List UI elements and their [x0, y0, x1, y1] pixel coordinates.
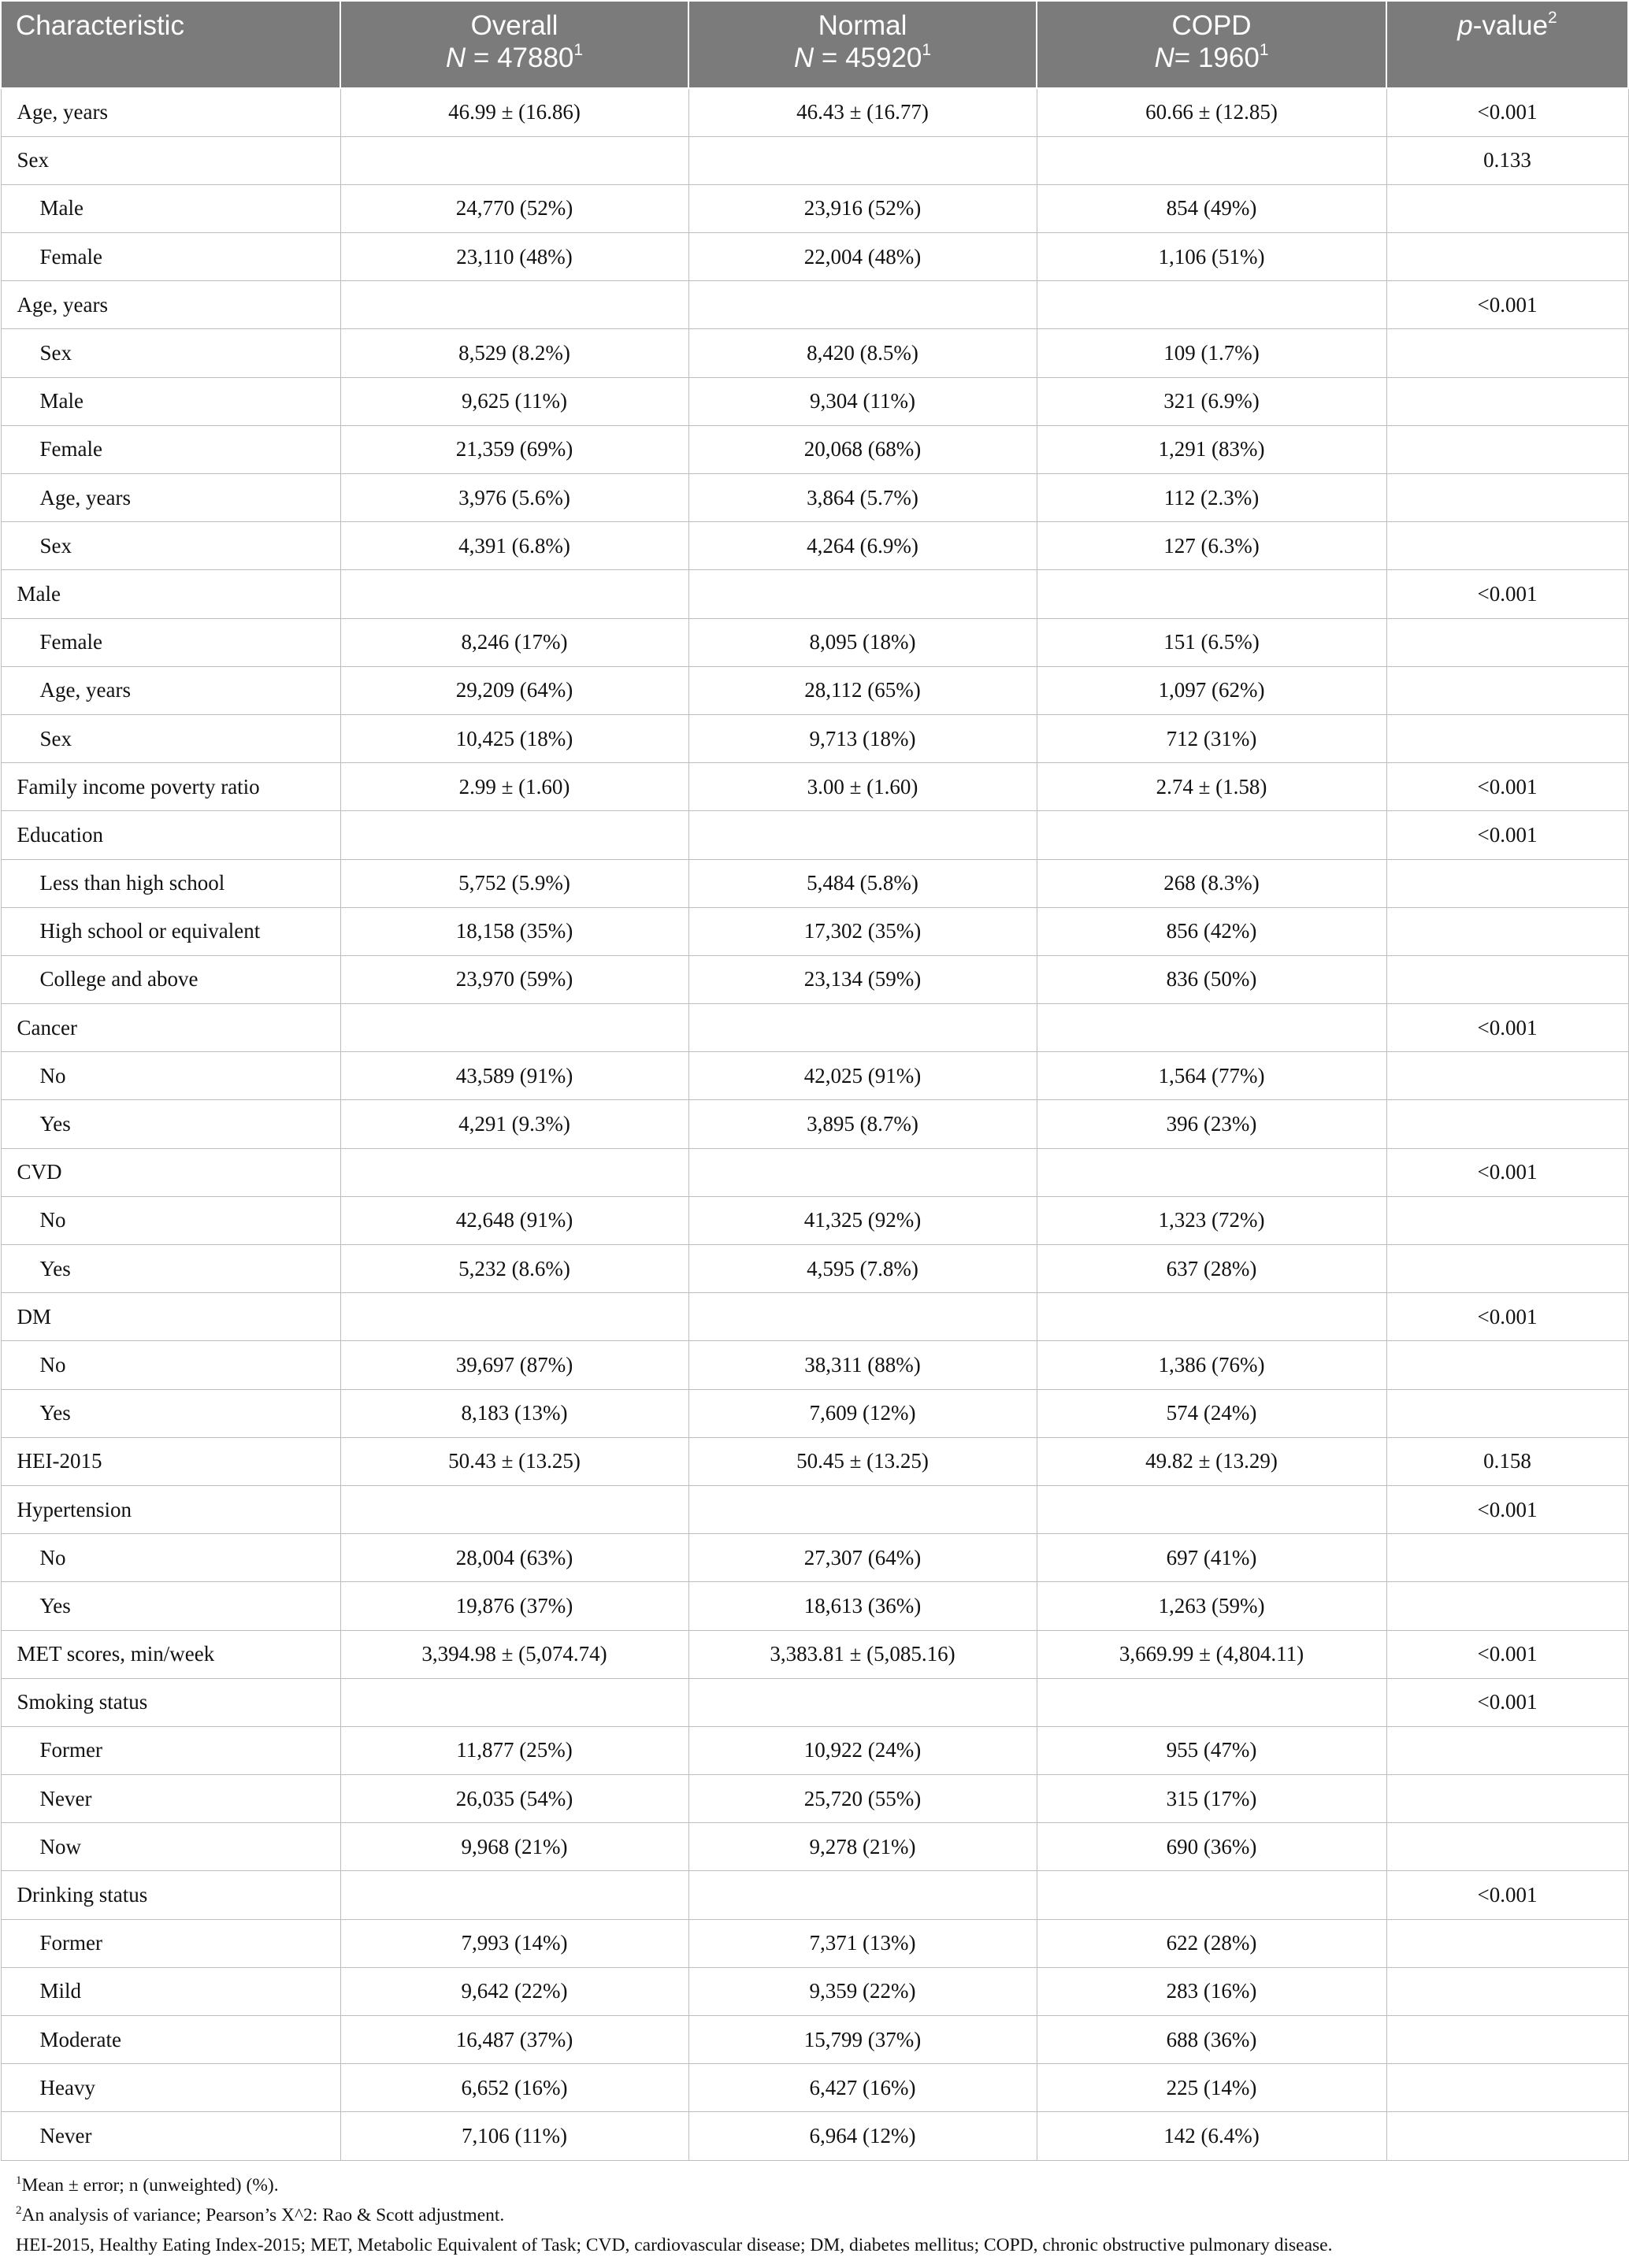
cell-normal: 3,864 (5.7%)	[688, 474, 1037, 522]
row-label: Never	[1, 2112, 340, 2160]
row-label: No	[1, 1052, 340, 1100]
cell-normal: 41,325 (92%)	[688, 1196, 1037, 1244]
cell-normal: 15,799 (37%)	[688, 2016, 1037, 2064]
cell-overall: 3,976 (5.6%)	[340, 474, 688, 522]
cell-p-value	[1386, 2112, 1628, 2160]
cell-normal	[688, 1678, 1037, 1726]
cell-p-value	[1386, 1919, 1628, 1967]
row-label: Yes	[1, 1100, 340, 1148]
cell-overall: 42,648 (91%)	[340, 1196, 688, 1244]
cell-overall: 23,970 (59%)	[340, 955, 688, 1003]
cell-normal: 3,383.81 ± (5,085.16)	[688, 1630, 1037, 1678]
cell-overall: 4,291 (9.3%)	[340, 1100, 688, 1148]
cell-normal: 23,134 (59%)	[688, 955, 1037, 1003]
footnote	[16, 2200, 1629, 2230]
cell-copd: 697 (41%)	[1037, 1534, 1386, 1582]
cell-overall: 2.99 ± (1.60)	[340, 763, 688, 811]
table-row	[1, 425, 1628, 473]
row-label: Drinking status	[1, 1871, 340, 1919]
table-row	[1, 2112, 1628, 2160]
cell-normal: 18,613 (36%)	[688, 1582, 1037, 1630]
cell-copd: 622 (28%)	[1037, 1919, 1386, 1967]
cell-overall: 7,993 (14%)	[340, 1919, 688, 1967]
cell-overall: 23,110 (48%)	[340, 233, 688, 281]
row-label: HEI-2015	[1, 1437, 340, 1485]
cell-copd: 396 (23%)	[1037, 1100, 1386, 1148]
table-row	[1, 522, 1628, 570]
row-label: Hypertension	[1, 1485, 340, 1533]
row-label: Female	[1, 618, 340, 666]
cell-normal	[688, 1871, 1037, 1919]
cell-overall: 39,697 (87%)	[340, 1341, 688, 1389]
row-label: Sex	[1, 329, 340, 377]
cell-overall: 5,752 (5.9%)	[340, 859, 688, 907]
cell-normal: 9,304 (11%)	[688, 377, 1037, 425]
cell-overall	[340, 281, 688, 329]
cell-p-value	[1386, 1389, 1628, 1437]
cell-copd: 1,564 (77%)	[1037, 1052, 1386, 1100]
footnote	[16, 2170, 1629, 2200]
cell-overall: 26,035 (54%)	[340, 1775, 688, 1823]
table-row	[1, 1245, 1628, 1293]
row-label: Age, years	[1, 474, 340, 522]
row-label: College and above	[1, 955, 340, 1003]
row-label: Heavy	[1, 2064, 340, 2112]
cell-normal: 42,025 (91%)	[688, 1052, 1037, 1100]
cell-overall: 29,209 (64%)	[340, 666, 688, 714]
cell-copd: 1,323 (72%)	[1037, 1196, 1386, 1244]
row-label: Education	[1, 811, 340, 859]
cell-normal	[688, 136, 1037, 184]
cell-overall: 19,876 (37%)	[340, 1582, 688, 1630]
cell-overall: 9,968 (21%)	[340, 1823, 688, 1871]
cell-overall: 9,642 (22%)	[340, 1967, 688, 2015]
cell-normal: 6,427 (16%)	[688, 2064, 1037, 2112]
cell-copd: 2.74 ± (1.58)	[1037, 763, 1386, 811]
row-label: Sex	[1, 522, 340, 570]
cell-p-value	[1386, 1823, 1628, 1871]
cell-overall: 8,529 (8.2%)	[340, 329, 688, 377]
cell-p-value	[1386, 2016, 1628, 2064]
table-row	[1, 2064, 1628, 2112]
row-label: Smoking status	[1, 1678, 340, 1726]
table-row	[1, 1823, 1628, 1871]
cell-overall	[340, 1871, 688, 1919]
cell-copd	[1037, 1004, 1386, 1052]
table-row	[1, 1485, 1628, 1533]
cell-p-value	[1386, 1245, 1628, 1293]
cell-p-value: <0.001	[1386, 570, 1628, 618]
table-row	[1, 666, 1628, 714]
cell-p-value	[1386, 666, 1628, 714]
row-label: Female	[1, 425, 340, 473]
cell-copd: 1,263 (59%)	[1037, 1582, 1386, 1630]
cell-overall: 10,425 (18%)	[340, 714, 688, 762]
cell-copd: 574 (24%)	[1037, 1389, 1386, 1437]
cell-p-value	[1386, 329, 1628, 377]
table-row	[1, 329, 1628, 377]
cell-overall: 16,487 (37%)	[340, 2016, 688, 2064]
cell-overall	[340, 570, 688, 618]
cell-p-value	[1386, 233, 1628, 281]
cell-copd: 690 (36%)	[1037, 1823, 1386, 1871]
cell-p-value	[1386, 522, 1628, 570]
cell-overall	[340, 1293, 688, 1341]
table-row	[1, 763, 1628, 811]
row-label: Yes	[1, 1389, 340, 1437]
table-row	[1, 1389, 1628, 1437]
cell-p-value	[1386, 1582, 1628, 1630]
footnote-marker: 1	[16, 2174, 22, 2187]
row-label: Age, years	[1, 281, 340, 329]
cell-normal: 22,004 (48%)	[688, 233, 1037, 281]
cell-normal: 23,916 (52%)	[688, 184, 1037, 232]
table-row	[1, 233, 1628, 281]
cell-normal	[688, 1485, 1037, 1533]
cell-overall: 3,394.98 ± (5,074.74)	[340, 1630, 688, 1678]
cell-p-value: <0.001	[1386, 811, 1628, 859]
cell-copd: 109 (1.7%)	[1037, 329, 1386, 377]
row-label: Former	[1, 1726, 340, 1774]
cell-copd: 856 (42%)	[1037, 907, 1386, 955]
cell-copd	[1037, 136, 1386, 184]
cell-normal	[688, 570, 1037, 618]
table-row	[1, 377, 1628, 425]
table-row	[1, 1582, 1628, 1630]
cell-p-value	[1386, 955, 1628, 1003]
header-normal: Normal $N = 45920^1$	[688, 1, 1037, 88]
cell-normal: 4,595 (7.8%)	[688, 1245, 1037, 1293]
cell-normal: 9,713 (18%)	[688, 714, 1037, 762]
cell-p-value: <0.001	[1386, 1293, 1628, 1341]
table-row	[1, 955, 1628, 1003]
cell-copd: 3,669.99 ± (4,804.11)	[1037, 1630, 1386, 1678]
cell-overall: 8,183 (13%)	[340, 1389, 688, 1437]
cell-normal	[688, 1004, 1037, 1052]
table-row	[1, 1148, 1628, 1196]
cell-p-value	[1386, 1052, 1628, 1100]
cell-overall: 24,770 (52%)	[340, 184, 688, 232]
cell-normal: 50.45 ± (13.25)	[688, 1437, 1037, 1485]
cell-normal: 20,068 (68%)	[688, 425, 1037, 473]
cell-normal: 9,278 (21%)	[688, 1823, 1037, 1871]
cell-p-value	[1386, 714, 1628, 762]
cell-overall: 5,232 (8.6%)	[340, 1245, 688, 1293]
row-label: Age, years	[1, 88, 340, 136]
row-label: Age, years	[1, 666, 340, 714]
cell-overall: 21,359 (69%)	[340, 425, 688, 473]
cell-overall: 43,589 (91%)	[340, 1052, 688, 1100]
cell-p-value	[1386, 1100, 1628, 1148]
cell-copd: 688 (36%)	[1037, 2016, 1386, 2064]
table-row	[1, 907, 1628, 955]
row-label: Yes	[1, 1582, 340, 1630]
cell-overall: 4,391 (6.8%)	[340, 522, 688, 570]
header-row	[1, 1, 1628, 88]
cell-copd: 836 (50%)	[1037, 955, 1386, 1003]
row-label: Yes	[1, 1245, 340, 1293]
cell-normal: 7,371 (13%)	[688, 1919, 1037, 1967]
row-label: No	[1, 1196, 340, 1244]
table-row	[1, 811, 1628, 859]
row-label: CVD	[1, 1148, 340, 1196]
row-label: Sex	[1, 136, 340, 184]
cell-copd: 1,106 (51%)	[1037, 233, 1386, 281]
cell-p-value: 0.158	[1386, 1437, 1628, 1485]
cell-normal: 8,095 (18%)	[688, 618, 1037, 666]
table-row	[1, 88, 1628, 136]
cell-p-value: <0.001	[1386, 281, 1628, 329]
row-label: MET scores, min/week	[1, 1630, 340, 1678]
cell-copd: 1,291 (83%)	[1037, 425, 1386, 473]
row-label: Mild	[1, 1967, 340, 2015]
cell-overall	[340, 1148, 688, 1196]
cell-copd: 283 (16%)	[1037, 1967, 1386, 2015]
cell-copd: 49.82 ± (13.29)	[1037, 1437, 1386, 1485]
table-row	[1, 474, 1628, 522]
table-row	[1, 1775, 1628, 1823]
cell-p-value	[1386, 184, 1628, 232]
table-row	[1, 1100, 1628, 1148]
table-row	[1, 1678, 1628, 1726]
cell-normal: 28,112 (65%)	[688, 666, 1037, 714]
cell-copd: 315 (17%)	[1037, 1775, 1386, 1823]
cell-p-value: <0.001	[1386, 763, 1628, 811]
cell-overall: 9,625 (11%)	[340, 377, 688, 425]
cell-overall: 28,004 (63%)	[340, 1534, 688, 1582]
cell-normal: 38,311 (88%)	[688, 1341, 1037, 1389]
cell-overall: 50.43 ± (13.25)	[340, 1437, 688, 1485]
cell-p-value: <0.001	[1386, 1630, 1628, 1678]
cell-p-value: <0.001	[1386, 1871, 1628, 1919]
table-row	[1, 2016, 1628, 2064]
cell-normal: 46.43 ± (16.77)	[688, 88, 1037, 136]
cell-normal: 17,302 (35%)	[688, 907, 1037, 955]
cell-copd	[1037, 570, 1386, 618]
table-row	[1, 1630, 1628, 1678]
cell-overall	[340, 136, 688, 184]
table-row	[1, 136, 1628, 184]
cell-p-value	[1386, 2064, 1628, 2112]
row-label: Former	[1, 1919, 340, 1967]
cell-copd	[1037, 811, 1386, 859]
table-row	[1, 184, 1628, 232]
row-label: Family income poverty ratio	[1, 763, 340, 811]
row-label: Less than high school	[1, 859, 340, 907]
cell-copd: 637 (28%)	[1037, 1245, 1386, 1293]
cell-copd	[1037, 1485, 1386, 1533]
cell-copd	[1037, 1148, 1386, 1196]
cell-p-value	[1386, 618, 1628, 666]
cell-normal: 25,720 (55%)	[688, 1775, 1037, 1823]
row-label: High school or equivalent	[1, 907, 340, 955]
table-row	[1, 1004, 1628, 1052]
table-row	[1, 1534, 1628, 1582]
cell-overall: 7,106 (11%)	[340, 2112, 688, 2160]
header-p-value: p-value$^2$	[1386, 1, 1628, 88]
table-row	[1, 1196, 1628, 1244]
cell-copd: 321 (6.9%)	[1037, 377, 1386, 425]
cell-copd: 1,097 (62%)	[1037, 666, 1386, 714]
cell-normal	[688, 1293, 1037, 1341]
cell-copd: 712 (31%)	[1037, 714, 1386, 762]
cell-normal: 3.00 ± (1.60)	[688, 763, 1037, 811]
cell-copd: 60.66 ± (12.85)	[1037, 88, 1386, 136]
header-characteristic: Characteristic	[1, 1, 340, 88]
table-row	[1, 1437, 1628, 1485]
cell-overall: 11,877 (25%)	[340, 1726, 688, 1774]
footnote	[16, 2230, 1629, 2260]
cell-normal	[688, 811, 1037, 859]
cell-p-value	[1386, 425, 1628, 473]
footnote-text: HEI-2015, Healthy Eating Index-2015; MET, Metabolic Equivalent of Task; CVD, cardiovascular disease; DM, diabetes mellitus; COPD, chronic obstructive pulmonary disease.	[16, 2234, 1333, 2255]
cell-copd: 1,386 (76%)	[1037, 1341, 1386, 1389]
cell-p-value: <0.001	[1386, 1148, 1628, 1196]
cell-p-value	[1386, 1341, 1628, 1389]
cell-p-value	[1386, 1534, 1628, 1582]
cell-p-value	[1386, 1726, 1628, 1774]
table-row	[1, 1726, 1628, 1774]
cell-overall: 18,158 (35%)	[340, 907, 688, 955]
row-label: No	[1, 1341, 340, 1389]
cell-p-value	[1386, 859, 1628, 907]
cell-normal: 5,484 (5.8%)	[688, 859, 1037, 907]
cell-overall	[340, 1678, 688, 1726]
cell-overall: 46.99 ± (16.86)	[340, 88, 688, 136]
cell-copd	[1037, 1678, 1386, 1726]
cell-overall	[340, 811, 688, 859]
cell-overall	[340, 1004, 688, 1052]
table-row	[1, 1871, 1628, 1919]
cell-overall: 8,246 (17%)	[340, 618, 688, 666]
table-row	[1, 1919, 1628, 1967]
cell-normal	[688, 281, 1037, 329]
cell-normal: 27,307 (64%)	[688, 1534, 1037, 1582]
row-label: Male	[1, 570, 340, 618]
footnote-marker: 2	[16, 2203, 22, 2217]
cell-p-value: <0.001	[1386, 1678, 1628, 1726]
cell-normal: 9,359 (22%)	[688, 1967, 1037, 2015]
row-label: Now	[1, 1823, 340, 1871]
cell-normal: 4,264 (6.9%)	[688, 522, 1037, 570]
cell-p-value	[1386, 377, 1628, 425]
row-label: Sex	[1, 714, 340, 762]
table-row	[1, 618, 1628, 666]
row-label: Male	[1, 184, 340, 232]
table-row	[1, 859, 1628, 907]
header-overall: Overall $N = 47880^1$	[340, 1, 688, 88]
table-row	[1, 1293, 1628, 1341]
table-header	[1, 1, 1628, 88]
row-label: Never	[1, 1775, 340, 1823]
table-body	[1, 88, 1628, 2160]
header-copd: COPD $N= 1960^1$	[1037, 1, 1386, 88]
cell-copd: 854 (49%)	[1037, 184, 1386, 232]
cell-p-value: 0.133	[1386, 136, 1628, 184]
cell-copd: 142 (6.4%)	[1037, 2112, 1386, 2160]
row-label: Male	[1, 377, 340, 425]
cell-normal: 6,964 (12%)	[688, 2112, 1037, 2160]
table-footnotes	[0, 2170, 1629, 2260]
cell-copd: 225 (14%)	[1037, 2064, 1386, 2112]
footnote-text: An analysis of variance; Pearson’s X^2: Rao & Scott adjustment.	[21, 2204, 505, 2225]
row-label: Cancer	[1, 1004, 340, 1052]
cell-normal: 8,420 (8.5%)	[688, 329, 1037, 377]
cell-copd: 955 (47%)	[1037, 1726, 1386, 1774]
cell-p-value	[1386, 1196, 1628, 1244]
row-label: DM	[1, 1293, 340, 1341]
footnote-text: Mean ± error; n (unweighted) (%).	[21, 2174, 279, 2196]
cell-copd	[1037, 1871, 1386, 1919]
cell-copd: 268 (8.3%)	[1037, 859, 1386, 907]
cell-normal: 10,922 (24%)	[688, 1726, 1037, 1774]
table-row	[1, 1341, 1628, 1389]
cell-p-value	[1386, 474, 1628, 522]
cell-normal: 3,895 (8.7%)	[688, 1100, 1037, 1148]
table-row	[1, 281, 1628, 329]
cell-copd	[1037, 281, 1386, 329]
cell-p-value: <0.001	[1386, 1004, 1628, 1052]
cell-overall	[340, 1485, 688, 1533]
cell-p-value	[1386, 907, 1628, 955]
row-label: Moderate	[1, 2016, 340, 2064]
table-row	[1, 1052, 1628, 1100]
cell-copd: 151 (6.5%)	[1037, 618, 1386, 666]
row-label: Female	[1, 233, 340, 281]
cell-p-value: <0.001	[1386, 88, 1628, 136]
cell-normal	[688, 1148, 1037, 1196]
cell-p-value	[1386, 1967, 1628, 2015]
table-row	[1, 714, 1628, 762]
table-row	[1, 1967, 1628, 2015]
cell-p-value: <0.001	[1386, 1485, 1628, 1533]
cell-copd	[1037, 1293, 1386, 1341]
cell-p-value	[1386, 1775, 1628, 1823]
cell-normal: 7,609 (12%)	[688, 1389, 1037, 1437]
row-label: No	[1, 1534, 340, 1582]
cell-overall: 6,652 (16%)	[340, 2064, 688, 2112]
cell-copd: 112 (2.3%)	[1037, 474, 1386, 522]
table-row	[1, 570, 1628, 618]
cell-copd: 127 (6.3%)	[1037, 522, 1386, 570]
